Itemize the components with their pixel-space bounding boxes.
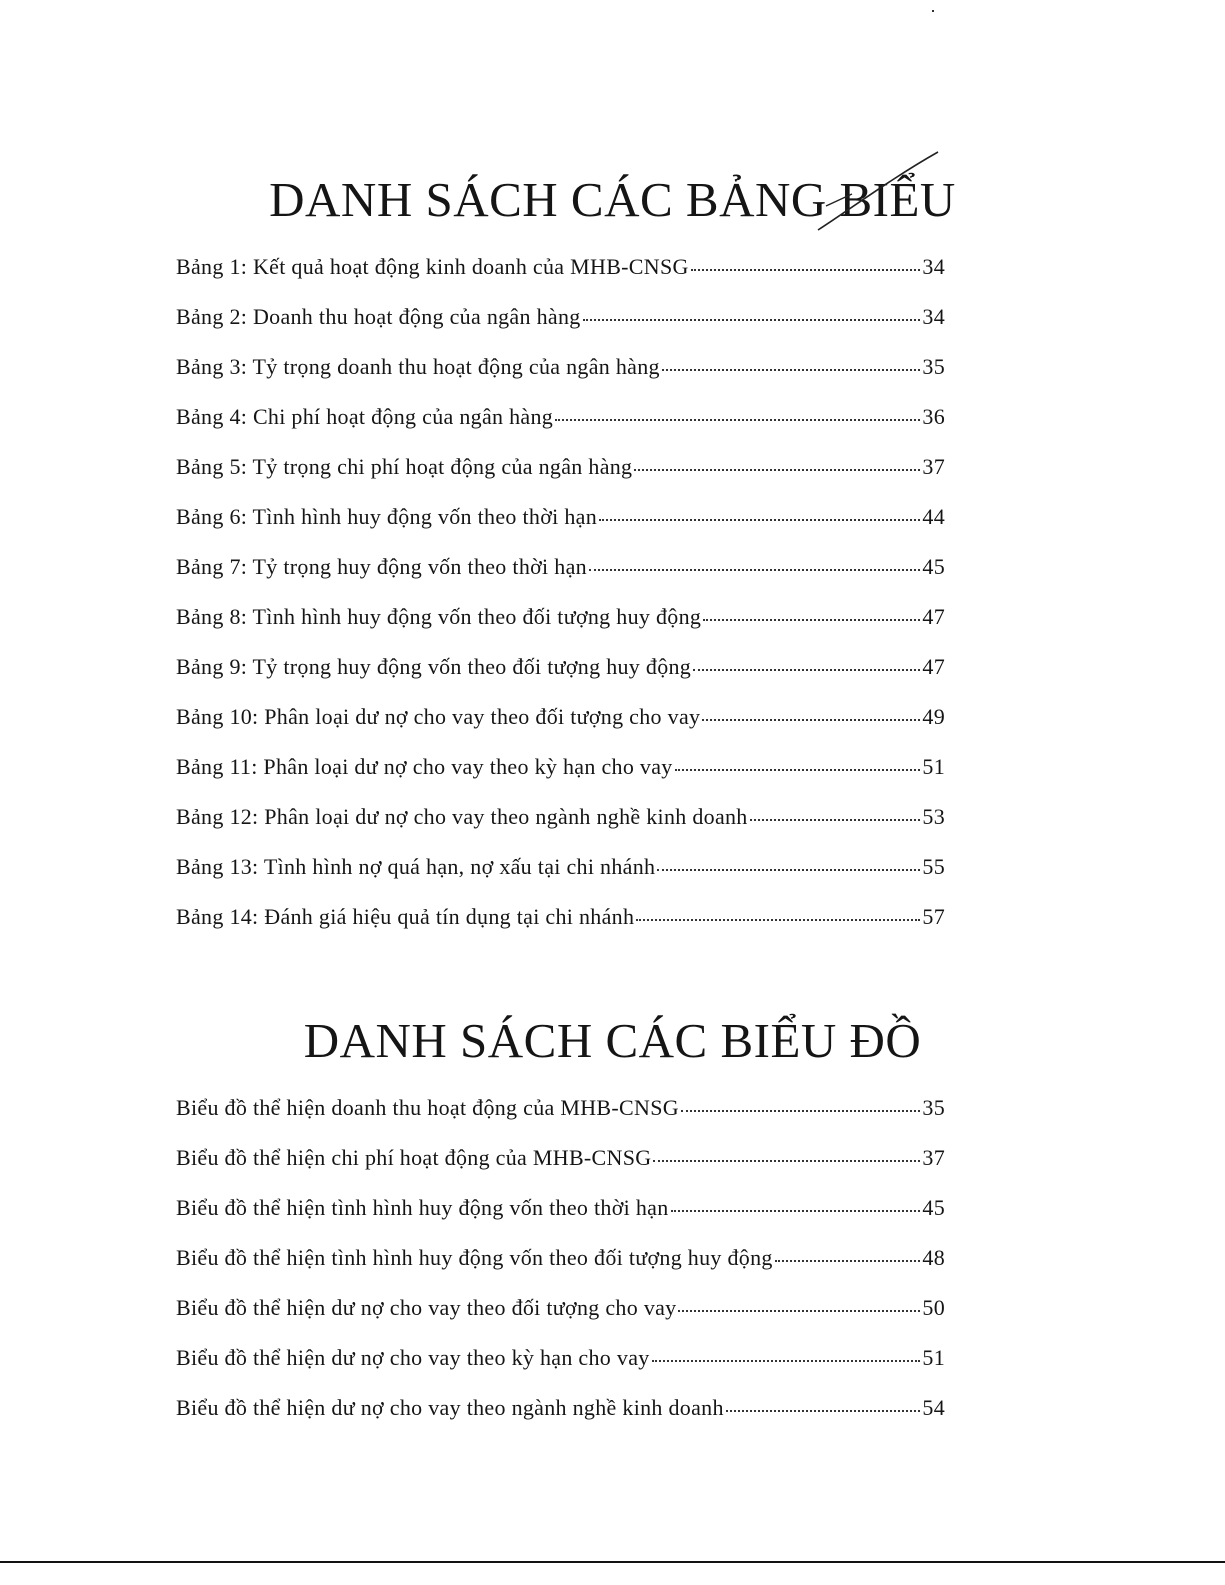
entry-label: Bảng 14: Đánh giá hiệu quả tín dụng tại chi nhánh bbox=[176, 904, 635, 929]
dot-leader bbox=[652, 1345, 921, 1365]
charts-list bbox=[176, 1095, 945, 1445]
scan-speck bbox=[932, 10, 934, 12]
entry-label: Biểu đồ thể hiện dư nợ cho vay theo ngành nghề kinh doanh bbox=[176, 1395, 724, 1420]
dot-leader bbox=[589, 554, 920, 574]
list-item[interactable] bbox=[176, 504, 945, 554]
list-item[interactable] bbox=[176, 404, 945, 454]
entry-page-number: 51 bbox=[922, 1345, 945, 1370]
charts-list-title: DANH SÁCH CÁC BIỂU ĐỒ bbox=[303, 1013, 922, 1068]
dot-leader bbox=[775, 1245, 921, 1265]
list-item[interactable] bbox=[176, 904, 945, 954]
dot-leader bbox=[583, 304, 921, 324]
entry-page-number: 37 bbox=[922, 454, 945, 479]
list-item[interactable] bbox=[176, 304, 945, 354]
list-item[interactable] bbox=[176, 854, 945, 904]
dot-leader bbox=[555, 404, 920, 424]
entry-label: Bảng 4: Chi phí hoạt động của ngân hàng bbox=[176, 404, 554, 429]
entry-page-number: 34 bbox=[922, 254, 945, 279]
list-item[interactable] bbox=[176, 1195, 945, 1245]
entry-page-number: 55 bbox=[922, 854, 945, 879]
dot-leader bbox=[678, 1295, 920, 1315]
entry-label: Bảng 5: Tỷ trọng chi phí hoạt động của ngân hàng bbox=[176, 454, 633, 479]
dot-leader bbox=[634, 454, 920, 474]
entry-label: Biểu đồ thể hiện doanh thu hoạt động của MHB-CNSG bbox=[176, 1095, 679, 1120]
entry-page-number: 37 bbox=[922, 1145, 945, 1170]
entry-label: Bảng 12: Phân loại dư nợ cho vay theo ngành nghề kinh doanh bbox=[176, 804, 748, 829]
dot-leader bbox=[726, 1395, 921, 1415]
entry-page-number: 47 bbox=[922, 654, 945, 679]
entry-page-number: 53 bbox=[922, 804, 945, 829]
entry-label: Bảng 1: Kết quả hoạt động kinh doanh của MHB-CNSG bbox=[176, 254, 689, 279]
entry-label: Bảng 11: Phân loại dư nợ cho vay theo kỳ hạn cho vay bbox=[176, 754, 673, 779]
list-item[interactable] bbox=[176, 1395, 945, 1445]
entry-page-number: 57 bbox=[922, 904, 945, 929]
dot-leader bbox=[662, 354, 921, 374]
entry-label: Bảng 6: Tình hình huy động vốn theo thời hạn bbox=[176, 504, 598, 529]
entry-label: Bảng 9: Tỷ trọng huy động vốn theo đối tượng huy động bbox=[176, 654, 692, 679]
list-item[interactable] bbox=[176, 704, 945, 754]
tables-list bbox=[176, 254, 945, 954]
list-item[interactable] bbox=[176, 1245, 945, 1295]
dot-leader bbox=[750, 804, 921, 824]
dot-leader bbox=[681, 1095, 920, 1115]
entry-page-number: 35 bbox=[922, 1095, 945, 1120]
entry-page-number: 49 bbox=[922, 704, 945, 729]
list-item[interactable] bbox=[176, 454, 945, 504]
dot-leader bbox=[691, 254, 921, 274]
entry-page-number: 54 bbox=[922, 1395, 945, 1420]
entry-page-number: 35 bbox=[922, 354, 945, 379]
entry-page-number: 45 bbox=[922, 1195, 945, 1220]
entry-page-number: 51 bbox=[922, 754, 945, 779]
list-item[interactable] bbox=[176, 554, 945, 604]
dot-leader bbox=[636, 904, 920, 924]
entry-label: Bảng 3: Tỷ trọng doanh thu hoạt động của ngân hàng bbox=[176, 354, 660, 379]
entry-label: Biểu đồ thể hiện dư nợ cho vay theo đối tượng cho vay bbox=[176, 1295, 677, 1320]
list-item[interactable] bbox=[176, 654, 945, 704]
list-item[interactable] bbox=[176, 1345, 945, 1395]
page-bottom-edge bbox=[0, 1561, 1225, 1563]
dot-leader bbox=[671, 1195, 921, 1215]
list-item[interactable] bbox=[176, 354, 945, 404]
list-item[interactable] bbox=[176, 754, 945, 804]
entry-page-number: 47 bbox=[922, 604, 945, 629]
handwritten-correction-mark bbox=[812, 148, 942, 238]
entry-label: Bảng 7: Tỷ trọng huy động vốn theo thời hạn bbox=[176, 554, 587, 579]
entry-page-number: 50 bbox=[922, 1295, 945, 1320]
entry-label: Biểu đồ thể hiện tình hình huy động vốn theo đối tượng huy động bbox=[176, 1245, 773, 1270]
list-item[interactable] bbox=[176, 804, 945, 854]
list-item[interactable] bbox=[176, 1295, 945, 1345]
list-item[interactable] bbox=[176, 1145, 945, 1195]
dot-leader bbox=[702, 704, 920, 724]
entry-label: Bảng 13: Tình hình nợ quá hạn, nợ xấu tại chi nhánh bbox=[176, 854, 656, 879]
dot-leader bbox=[703, 604, 920, 624]
entry-label: Bảng 8: Tình hình huy động vốn theo đối tượng huy động bbox=[176, 604, 702, 629]
dot-leader bbox=[599, 504, 920, 524]
entry-label: Bảng 10: Phân loại dư nợ cho vay theo đối tượng cho vay bbox=[176, 704, 701, 729]
dot-leader bbox=[653, 1145, 920, 1165]
list-item[interactable] bbox=[176, 1095, 945, 1145]
list-item[interactable] bbox=[176, 254, 945, 304]
entry-page-number: 36 bbox=[922, 404, 945, 429]
entry-page-number: 48 bbox=[922, 1245, 945, 1270]
entry-page-number: 45 bbox=[922, 554, 945, 579]
entry-page-number: 34 bbox=[922, 304, 945, 329]
entry-page-number: 44 bbox=[922, 504, 945, 529]
dot-leader bbox=[657, 854, 920, 874]
entry-label: Bảng 2: Doanh thu hoạt động của ngân hàng bbox=[176, 304, 581, 329]
entry-label: Biểu đồ thể hiện chi phí hoạt động của MHB-CNSG bbox=[176, 1145, 652, 1170]
entry-label: Biểu đồ thể hiện tình hình huy động vốn theo thời hạn bbox=[176, 1195, 669, 1220]
tables-list-title: DANH SÁCH CÁC BẢNG BIỂU bbox=[269, 172, 956, 227]
entry-label: Biểu đồ thể hiện dư nợ cho vay theo kỳ hạn cho vay bbox=[176, 1345, 650, 1370]
dot-leader bbox=[675, 754, 921, 774]
list-item[interactable] bbox=[176, 604, 945, 654]
dot-leader bbox=[693, 654, 920, 674]
